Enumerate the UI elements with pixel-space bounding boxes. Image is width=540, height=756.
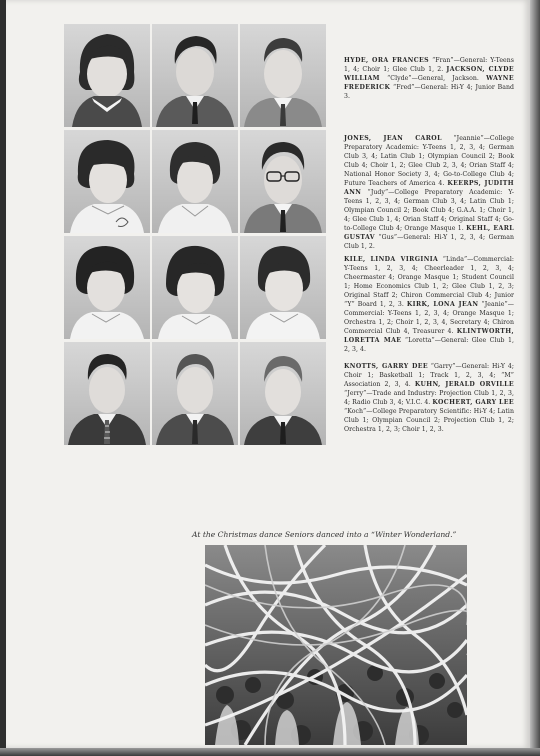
- senior-portrait-grid: [64, 24, 326, 444]
- senior-portrait: [240, 342, 326, 445]
- senior-name: KIRK, LONA JEAN: [406, 301, 479, 308]
- senior-bio-block: [344, 362, 514, 434]
- senior-activities: “Garry”—General: Hi-Y 4; Choir 1; Basketball 1; Track 1, 2, 3, 4; “M” Association 2, 3, 4.: [344, 363, 514, 388]
- christmas-dance-photo: [205, 545, 467, 745]
- senior-portrait: [64, 236, 150, 339]
- senior-name: JACKSON, CLYDE WILLIAM: [344, 66, 514, 82]
- senior-portrait: [152, 236, 238, 339]
- senior-activities: “Clyde”—General, Jackson.: [387, 75, 479, 82]
- yearbook-page: [6, 0, 530, 748]
- senior-name: JONES, JEAN CAROL: [344, 135, 442, 142]
- page-edge-shadow: [530, 0, 540, 756]
- senior-name: KILE, LINDA VIRGINIA: [344, 256, 439, 263]
- senior-activities: “Fred”—General: Hi-Y 4; Junior Band 3.: [344, 84, 514, 100]
- senior-portrait: [240, 236, 326, 339]
- senior-activities: “Koch”—College Preparatory Scientific: Hi-Y 4; Latin Club 1; Olympian Council 2; Projection Club 1, 2; Orchestra 1, 2, 3; Choir 1, 2, 3.: [344, 408, 514, 433]
- senior-activities: “Loretta”—General: Glee Club 1, 2, 3, 4.: [344, 337, 514, 353]
- senior-name: KUHN, JERALD ORVILLE: [414, 381, 514, 388]
- photo-caption: At the Christmas dance Seniors danced into a “Winter Wonderland.”: [192, 530, 457, 539]
- senior-name: WAYNE FREDERICK: [344, 75, 514, 91]
- senior-activities: “Gus”—General: Hi-Y 1, 2, 3, 4; German Club 1, 2.: [344, 234, 514, 250]
- senior-portrait: [240, 130, 326, 233]
- senior-portrait: [152, 342, 238, 445]
- senior-name: KEERPS, JUDITH ANN: [344, 180, 514, 196]
- senior-portrait: [64, 342, 150, 445]
- senior-portrait: [64, 24, 150, 127]
- senior-portrait: [64, 130, 150, 233]
- senior-activities: “Jeannie”—College Preparatory Academic: Y-Teens 1, 2, 3, 4; German Club 3, 4; Latin Club 1; Olympian Council 2; Book Club 4; Choir 1, 2; Glee Club 2, 3, 4; Orian Staff 4; National Honor Society 3, 4; Go-to-College Club 4; Future Teachers of America 4.: [344, 135, 514, 187]
- senior-bio-block: [344, 56, 514, 101]
- page-bottom-edge: [0, 748, 540, 756]
- senior-name: KOCHERT, GARY LEE: [432, 399, 514, 406]
- senior-bio-block: [344, 255, 514, 354]
- senior-name: HYDE, ORA FRANCES: [344, 57, 430, 64]
- senior-portrait: [240, 24, 326, 127]
- senior-name: KLINTWORTH, LORETTA MAE: [344, 328, 514, 344]
- senior-activities: “Jeanie”—Commercial: Y-Teens 1, 2, 3, 4; Orange Masque 1; Orchestra 1, 2; Choir 1, 2, 3, 4, Secretary 4; Chiron Commercial Club 4, Treasurer 4.: [344, 301, 514, 335]
- senior-name: KNOTTS, GARRY DEE: [344, 363, 428, 370]
- senior-portrait: [152, 130, 238, 233]
- senior-activities: “Judy”—College Preparatory Academic: Y-Teens 1, 2, 3, 4; German Club 3, 4; Latin Club 1; Olympian Council 2; Book Club 4; G.A.A. 1; Choir 1, 4; Glee Club 1, 4; Orian Staff 4; Original Staff 4; Go-to-College Club 4; Orange Masque 1.: [344, 189, 514, 232]
- senior-bio-block: [344, 134, 514, 251]
- senior-activities: “Linda”—Commercial: Y-Teens 1, 2, 3, 4; Cheerleader 1, 2, 3, 4; Cheermaster 4; Orange Masque 1; Student Council 1; Home Economics Club 1, 2; Glee Club 1, 2, 3; Original Staff 2; Chiron Commercial Club 4; Junior “Y” Board 1, 2, 3.: [344, 256, 514, 308]
- senior-name: KEHL, EARL GUSTAV: [344, 225, 514, 241]
- senior-activities: “Fran”—General: Y-Teens 1, 4; Choir 1; Glee Club 1, 2.: [344, 57, 514, 73]
- senior-activities: “Jerry”—Trade and Industry: Projection Club 1, 2, 3, 4; Radio Club 3, 4; V.I.C. 4.: [344, 390, 514, 406]
- senior-portrait: [152, 24, 238, 127]
